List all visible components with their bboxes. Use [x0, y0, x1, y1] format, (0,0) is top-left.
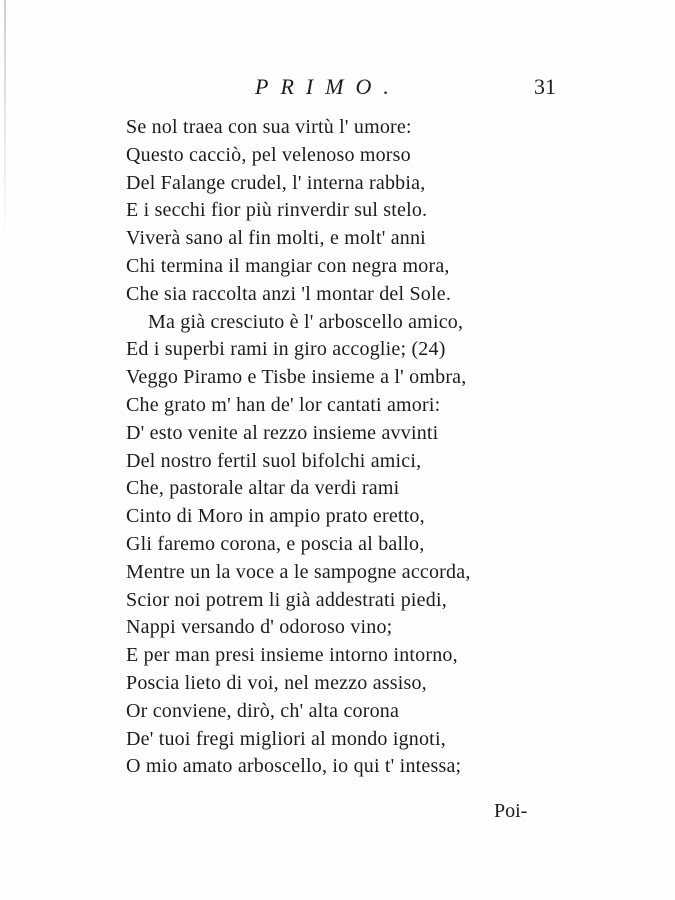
- verse-line: De' tuoi fregi migliori al mondo ignoti,: [126, 727, 446, 750]
- verse-line: Gli faremo corona, e poscia al ballo,: [126, 532, 425, 555]
- page-number: 31: [534, 74, 556, 99]
- verse-line: Questo cacciò, pel velenoso morso: [126, 143, 411, 166]
- verse-line: Mentre un la voce a le sampogne accorda,: [126, 560, 471, 583]
- catchword: Poi-: [494, 800, 528, 822]
- verse-line: Del Falange crudel, l' interna rabbia,: [126, 171, 426, 194]
- verse-line: Che sia raccolta anzi 'l montar del Sole.: [126, 282, 452, 305]
- verse-block: [126, 114, 556, 781]
- running-head: PRIMO.: [255, 74, 401, 99]
- verse-line: D' esto venite al rezzo insieme avvinti: [126, 421, 439, 444]
- verse-line: E i secchi fior più rinverdir sul stelo.: [126, 199, 428, 222]
- page-header: [0, 74, 675, 104]
- verse-line: Viverà sano al fin molti, e molt' anni: [126, 227, 426, 250]
- verse-line: O mio amato arboscello, io qui t' intessa;: [126, 755, 462, 778]
- verse-line: Scior noi potrem li già addestrati piedi,: [126, 588, 447, 611]
- verse-line: E per man presi insieme intorno intorno,: [126, 644, 458, 667]
- verse-line: Che grato m' han de' lor cantati amori:: [126, 393, 441, 416]
- verse-line: Poscia lieto di voi, nel mezzo assiso,: [126, 671, 427, 694]
- page-edge-shadow: [4, 0, 6, 250]
- verse-line: Or conviene, dirò, ch' alta corona: [126, 699, 400, 722]
- verse-line: Che, pastorale altar da verdi rami: [126, 477, 400, 500]
- verse-line: Cinto di Moro in ampio prato eretto,: [126, 505, 425, 528]
- verse-line: Nappi versando d' odoroso vino;: [126, 616, 393, 639]
- verse-line: Ed i superbi rami in giro accoglie; (24): [126, 338, 446, 361]
- verse-line: Veggo Piramo e Tisbe insieme a l' ombra,: [126, 366, 467, 389]
- verse-line: Chi termina il mangiar con negra mora,: [126, 254, 450, 277]
- verse-line-indented: Ma già cresciuto è l' arboscello amico,: [148, 310, 464, 333]
- verse-line: Se nol traea con sua virtù l' umore:: [126, 116, 412, 138]
- verse-line: Del nostro fertil suol bifolchi amici,: [126, 449, 422, 472]
